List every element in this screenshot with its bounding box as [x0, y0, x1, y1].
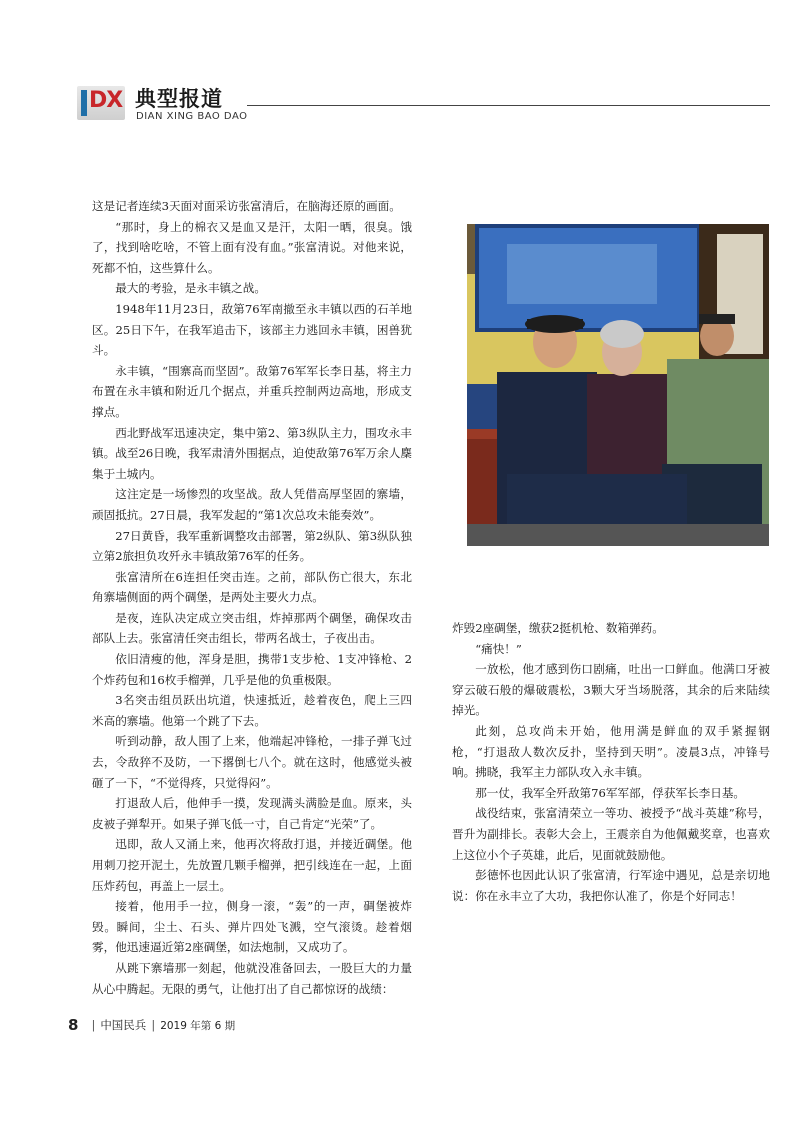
paragraph: 从跳下寨墙那一刻起，他就没准备回去，一股巨大的力量从心中腾起。无限的勇气，让他打出了自己都惊讶的战绩： — [92, 960, 412, 996]
paragraph: 1948年11月23日，敌第76军南撤至永丰镇以西的石羊地区。25日下午，在我军追击下，该部主力逃回永丰镇，困兽犹斗。 — [92, 301, 412, 358]
article-photo — [467, 224, 769, 546]
paragraph: 最大的考验，是永丰镇之战。 — [115, 281, 266, 296]
paragraph: 依旧清瘦的他，浑身是胆，携带1支步枪、1支冲锋枪、2个炸药包和16枚手榴弹，几乎是他的负重极限。 — [92, 652, 412, 687]
page-number: 8 — [68, 1016, 79, 1034]
page-footer — [68, 1016, 235, 1034]
paragraph: 3名突击组员跃出坑道，快速抵近，趁着夜色，爬上三四米高的寨墙。他第一个跳了下去。 — [92, 693, 412, 728]
magazine-name: 中国民兵 — [100, 1018, 147, 1032]
paragraph: 西北野战军迅速决定，集中第2、第3纵队主力，围攻永丰镇。战至26日晚，我军肃清外围据点，迫使敌第76军万余人麇集于土城内。 — [92, 425, 412, 481]
paragraph: 27日黄昏，我军重新调整攻击部署，第2纵队、第3纵队独立第2旅担负攻歼永丰镇敌第76军的任务。 — [92, 528, 412, 564]
footer-separator: | — [91, 1018, 96, 1032]
paragraph: 彭德怀也因此认识了张富清，行军途中遇见，总是亲切地说：你在永丰立了大功，我把你认准了，你是个好同志！ — [452, 868, 770, 903]
paragraph: 那一仗，我军全歼敌第76军军部，俘获军长李日基。 — [475, 785, 746, 800]
logo-text: DX — [89, 88, 123, 113]
paragraph: 一放松，他才感到伤口剧痛，吐出一口鲜血。他满口牙被穿云破石般的爆破震松，3颗大牙当场脱落，其余的后来陆续掉光。 — [452, 662, 770, 718]
paragraph: 是夜，连队决定成立突击组，炸掉那两个碉堡，确保攻击部队上去。张富清任突击组长，带两名战士，子夜出击。 — [92, 610, 412, 646]
section-header — [77, 84, 770, 128]
article-right-column — [452, 618, 770, 906]
section-subtitle: DIAN XING BAO DAO — [136, 111, 248, 122]
paragraph: 此刻，总攻尚未开始，他用满是鲜血的双手紧握钢枪，“打退敌人数次反扑，坚持到天明”。凌晨3点，冲锋号响。拂晓，我军主力部队攻入永丰镇。 — [452, 723, 770, 780]
paragraph: 打退敌人后，他伸手一摸，发现满头满脸是血。原来，头皮被子弹犁开。如果子弹飞低一寸，自己肯定“光荣”了。 — [92, 796, 412, 831]
section-title: 典型报道 — [135, 87, 223, 111]
paragraph: 这是记者连续3天面对面采访张富清后，在脑海还原的画面。 — [92, 199, 401, 213]
paragraph: 战役结束，张富清荣立一等功、被授予“战斗英雄”称号，晋升为副排长。表彰大会上，王震亲自为他佩戴奖章，也喜欢上这位小个子英雄，此后，见面就鼓励他。 — [452, 806, 770, 862]
header-rule — [247, 105, 770, 106]
paragraph: “痛快！” — [475, 641, 522, 656]
section-logo — [77, 86, 125, 120]
paragraph: “那时，身上的棉衣又是血又是汗，太阳一晒，很臭。饿了，找到啥吃啥，不管上面有没有血。”张富清说。对他来说，死都不怕，这些算什么。 — [92, 219, 412, 275]
paragraph: 张富清所在6连担任突击连。之前，部队伤亡很大，东北角寨墙侧面的两个碉堡，是两处主要火力点。 — [92, 569, 412, 605]
logo-bar — [81, 90, 87, 116]
issue-label: 2019 年第 6 期 — [160, 1019, 236, 1032]
paragraph: 接着，他用手一拉，侧身一滚，“轰”的一声，碉堡被炸毁。瞬间，尘土、石头、弹片四处飞溅，空气滚烫。趁着烟雾，他迅速逼近第2座碉堡，如法炮制，又成功了。 — [92, 899, 412, 955]
footer-separator: | — [151, 1018, 156, 1032]
paragraph: 永丰镇，“围寨高而坚固”。敌第76军军长李日基，将主力布置在永丰镇和附近几个据点，并重兵控制两边高地，形成支撑点。 — [92, 363, 412, 419]
paragraph: 听到动静，敌人围了上来，他端起冲锋枪，一排子弹飞过去，令敌猝不及防，一下撂倒七八个。就在这时，他感觉头被砸了一下，“不觉得疼，只觉得闷”。 — [92, 734, 412, 790]
photo-icon — [467, 224, 769, 546]
paragraph: 这注定是一场惨烈的攻坚战。敌人凭借高厚坚固的寨墙，顽固抵抗。27日晨，我军发起的“第1次总攻未能奏效”。 — [92, 487, 412, 522]
article-left-column — [92, 196, 412, 999]
paragraph: 迅即，敌人又涌上来，他再次将敌打退，并接近碉堡。他用刺刀挖开泥土，先放置几颗手榴弹，把引线连在一起，上面压炸药包，再盖上一层土。 — [92, 837, 412, 893]
paragraph: 炸毁2座碉堡，缴获2挺机枪、数箱弹药。 — [452, 621, 664, 635]
